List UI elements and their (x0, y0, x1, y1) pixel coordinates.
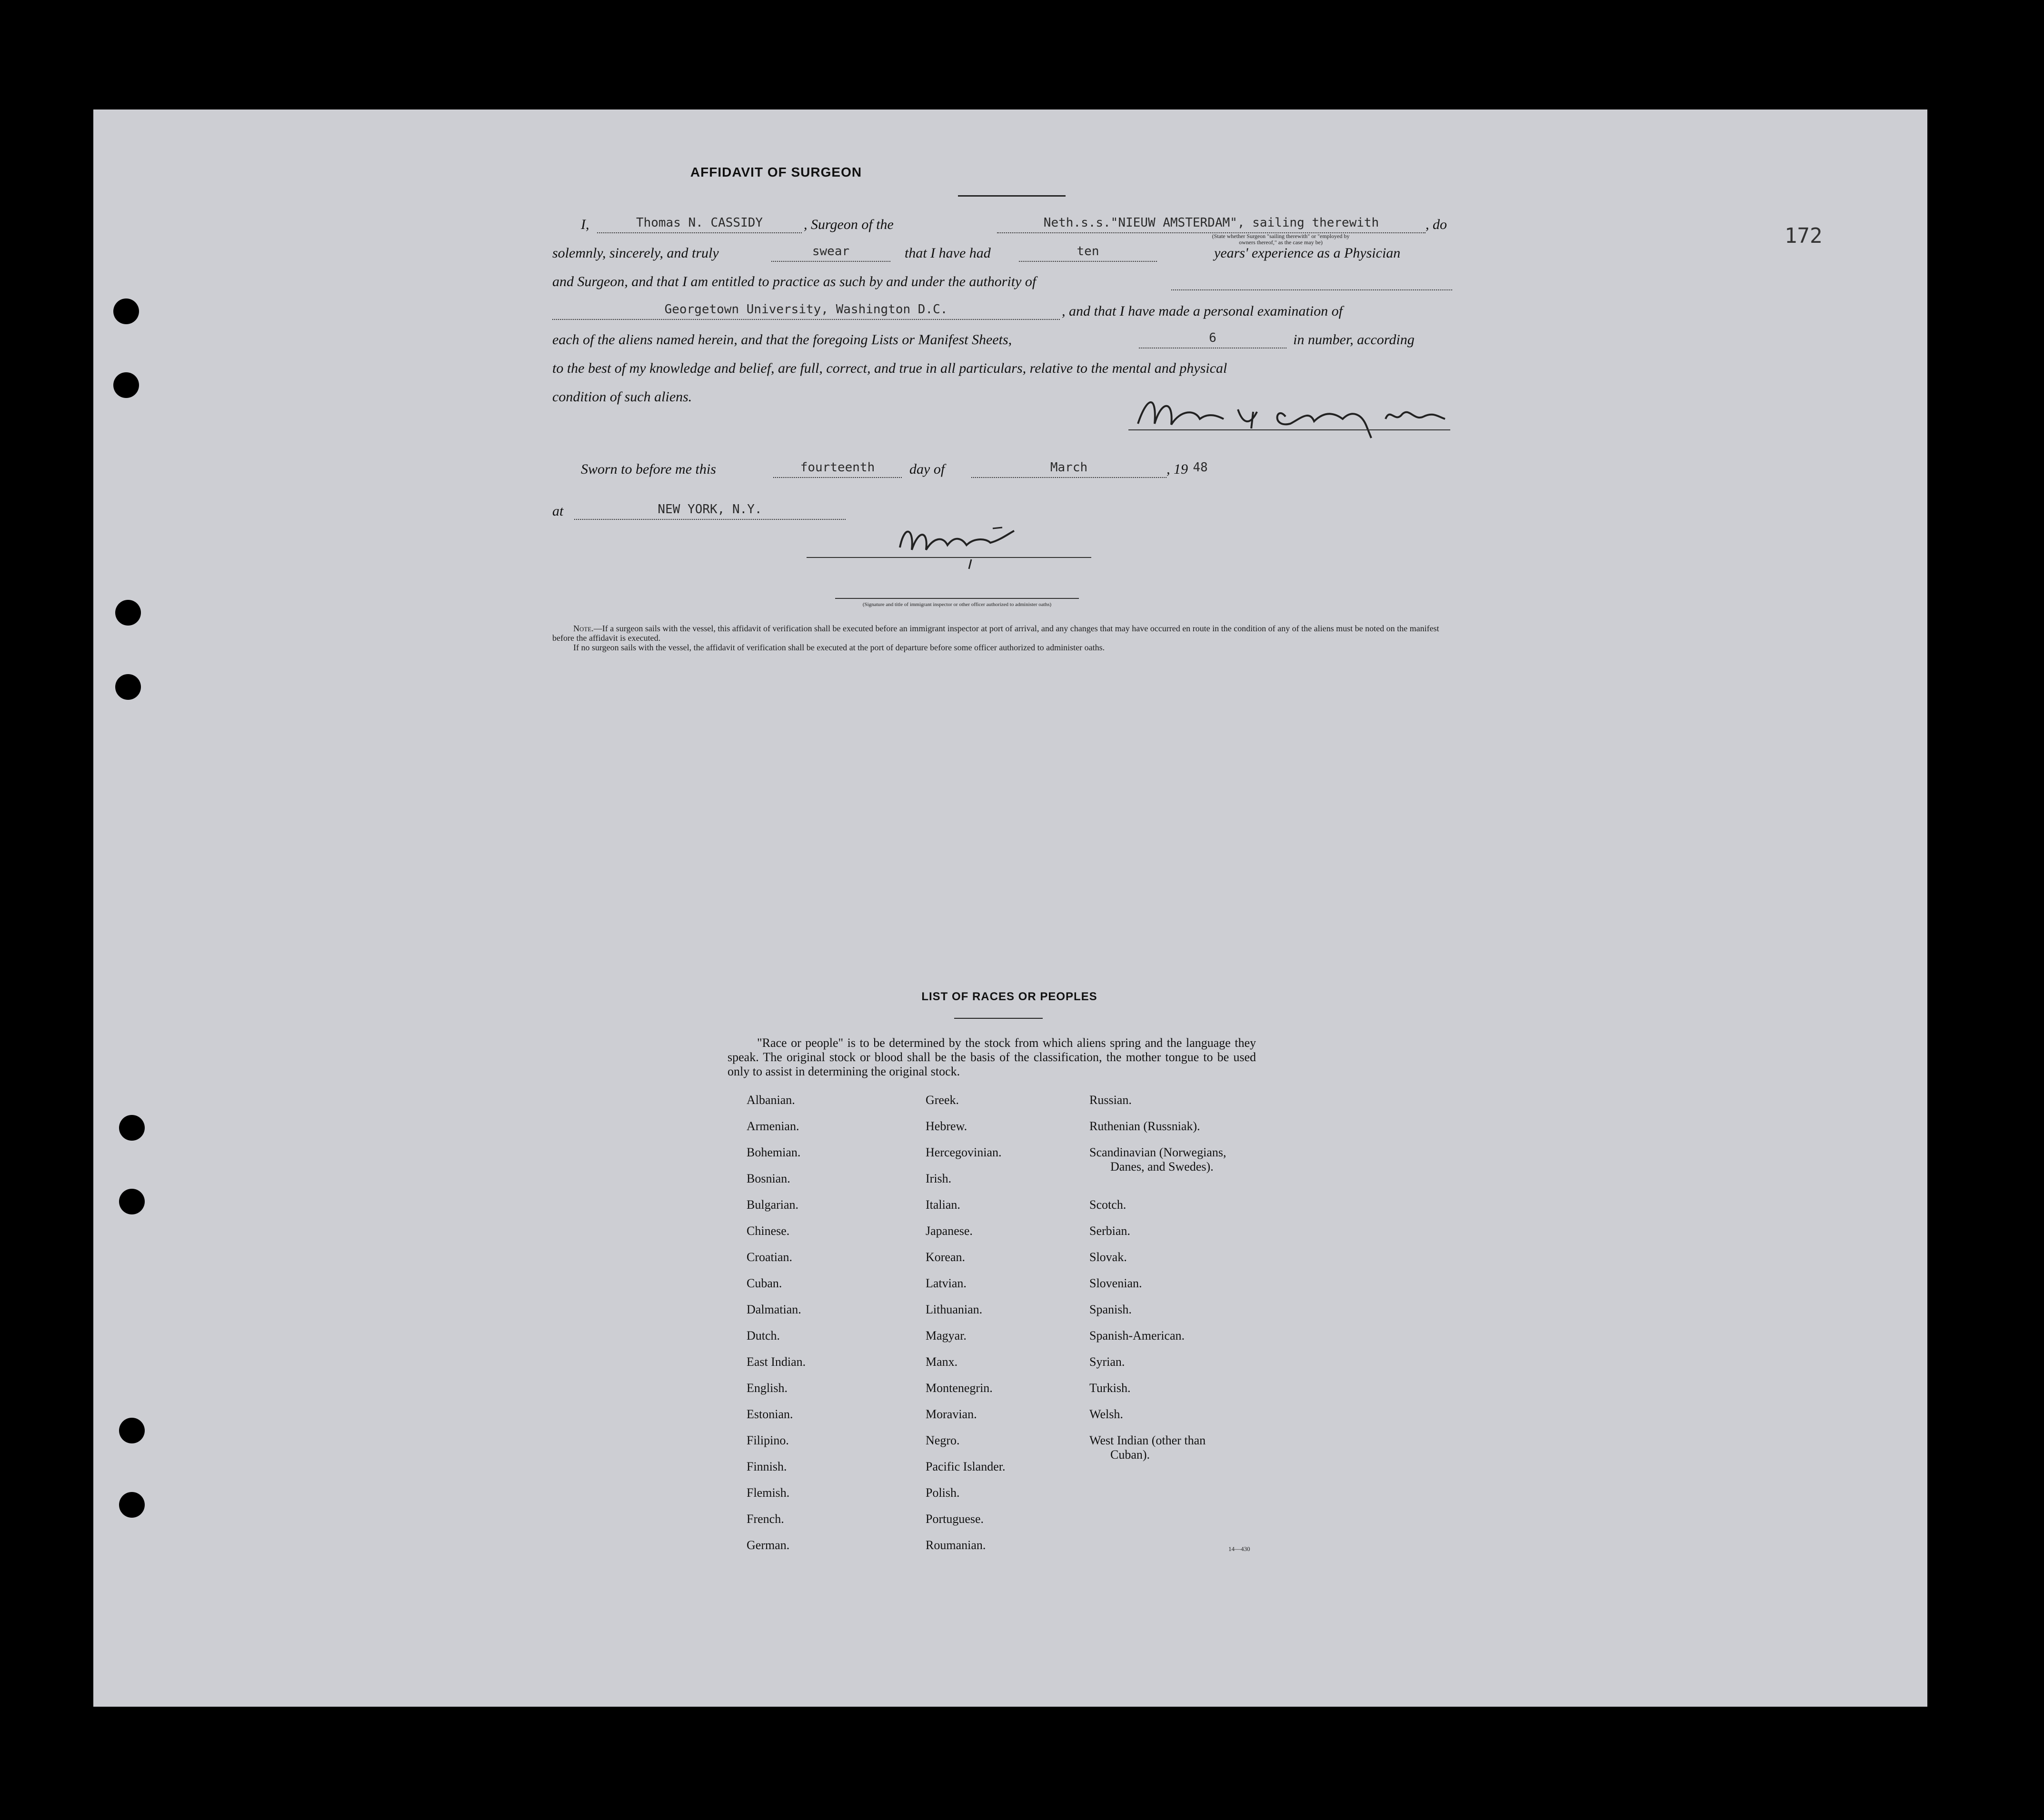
race-item: Roumanian. (926, 1538, 986, 1552)
at-text: at (552, 503, 564, 519)
race-item-continued: Danes, and Swedes). (1110, 1160, 1214, 1174)
affidavit-text: and Surgeon, and that I am entitled to practice as such by and under the authority of (552, 274, 1037, 289)
race-item: Spanish. (1089, 1303, 1132, 1316)
sheets-field: 6 (1139, 329, 1286, 348)
affidavit-line-5 (552, 329, 1452, 350)
race-item: Russian. (1089, 1093, 1132, 1107)
race-item: Moravian. (926, 1407, 977, 1421)
affidavit-text: solemnly, sincerely, and truly (552, 245, 719, 261)
race-item: Croatian. (747, 1250, 793, 1264)
race-item: Greek. (926, 1093, 959, 1107)
race-item: Syrian. (1089, 1355, 1125, 1369)
years-field: ten (1019, 243, 1157, 262)
race-item: Spanish-American. (1089, 1329, 1185, 1343)
race-item: Hebrew. (926, 1119, 967, 1133)
race-item: Hercegovinian. (926, 1145, 1002, 1159)
affidavit-text: that I have had (905, 245, 991, 261)
races-title-rule (954, 1018, 1043, 1019)
race-item: Portuguese. (926, 1512, 984, 1526)
race-item: Lithuanian. (926, 1303, 983, 1316)
races-intro: "Race or people" is to be determined by the stock from which aliens spring and the language they speak. The original stock or blood shall be the basis of the classification, the mother tongue to be used only to assist in determining the original stock. (728, 1036, 1256, 1078)
race-item: Manx. (926, 1355, 958, 1369)
title-rule (958, 195, 1066, 197)
race-item: East Indian. (747, 1355, 806, 1369)
affidavit-line-6 (552, 358, 1452, 379)
affidavit-text: condition of such aliens. (552, 389, 692, 405)
race-item-continued: Cuban). (1110, 1448, 1150, 1462)
affidavit-text: to the best of my knowledge and belief, are full, correct, and true in all particulars, relative to the mental and physical (552, 360, 1227, 376)
vessel-field: Neth.s.s."NIEUW AMSTERDAM", sailing therewith (997, 214, 1426, 233)
race-item: Scandinavian (Norwegians, (1089, 1145, 1226, 1159)
oath-field: swear (771, 243, 890, 262)
race-item: Negro. (926, 1433, 960, 1447)
race-item: English. (747, 1381, 788, 1395)
race-item: Welsh. (1089, 1407, 1123, 1421)
race-item: Montenegrin. (926, 1381, 993, 1395)
race-item: Ruthenian (Russniak). (1089, 1119, 1200, 1133)
race-item: Armenian. (747, 1119, 799, 1133)
surgeon-signature-line (1128, 429, 1450, 430)
surgeon-name-field: Thomas N. CASSIDY (597, 214, 802, 233)
authority-field: Georgetown University, Washington D.C. (552, 301, 1060, 320)
sworn-line (552, 459, 1452, 480)
surgeon-signature (1128, 390, 1452, 443)
affidavit-title: AFFIDAVIT OF SURGEON (690, 165, 862, 179)
races-title: LIST OF RACES OR PEOPLES (921, 990, 1097, 1003)
race-item: French. (747, 1512, 784, 1526)
race-item: Japanese. (926, 1224, 973, 1238)
sworn-text: day of (909, 461, 945, 477)
note-label: Note. (573, 624, 594, 633)
affidavit-text: , Surgeon of the (804, 217, 894, 232)
race-item: Latvian. (926, 1276, 967, 1290)
race-item: Bohemian. (747, 1145, 801, 1159)
race-item: Estonian. (747, 1407, 793, 1421)
binder-hole (115, 674, 141, 700)
place-field: NEW YORK, N.Y. (574, 501, 846, 520)
binder-hole (113, 298, 139, 324)
race-item: Korean. (926, 1250, 966, 1264)
race-item: Scotch. (1089, 1198, 1127, 1212)
races-column-2 (926, 1093, 1006, 1564)
binder-hole (115, 600, 141, 626)
sworn-text: Sworn to before me this (581, 461, 716, 477)
race-item: Dalmatian. (747, 1303, 801, 1316)
sworn-text: , 19 (1167, 461, 1188, 477)
race-item: Cuban. (747, 1276, 782, 1290)
race-item: Dutch. (747, 1329, 780, 1343)
day-field: fourteenth (773, 459, 902, 478)
binder-hole (119, 1418, 145, 1443)
binder-hole (119, 1492, 145, 1518)
affidavit-text: in number, according (1293, 332, 1415, 348)
race-item: Irish. (926, 1172, 952, 1185)
officer-signature-line (807, 557, 1091, 558)
month-field: March (971, 459, 1167, 478)
blank-field (1171, 271, 1452, 290)
page-number: 172 (1785, 224, 1823, 248)
officer-signature (895, 514, 1067, 571)
race-item: Finnish. (747, 1460, 787, 1473)
race-item: West Indian (other than (1089, 1433, 1206, 1447)
race-item: Magyar. (926, 1329, 967, 1343)
race-item: Polish. (926, 1486, 960, 1500)
note-paragraph-2: If no surgeon sails with the vessel, the affidavit of verification shall be executed at the port of departure before some officer authorized to administer oaths. (573, 643, 1105, 652)
affidavit-line-4 (552, 301, 1452, 322)
race-item: Filipino. (747, 1433, 789, 1447)
binder-hole (113, 372, 139, 398)
vessel-note: (State whether Surgeon "sailing therewith" or "employed by owners thereof," as the case may be) (1212, 233, 1350, 246)
officer-caption-line (835, 598, 1079, 599)
affidavit-text: I, (581, 217, 589, 232)
race-item: Slovenian. (1089, 1276, 1142, 1290)
form-number: 14—430 (1228, 1545, 1250, 1552)
race-item: Flemish. (747, 1486, 790, 1500)
binder-hole (119, 1189, 145, 1214)
races-column-1 (747, 1093, 806, 1564)
race-item: Serbian. (1089, 1224, 1130, 1238)
race-item: Pacific Islander. (926, 1460, 1006, 1473)
race-item: Bulgarian. (747, 1198, 799, 1212)
note-paragraph-1 (552, 624, 1452, 643)
race-item: German. (747, 1538, 790, 1552)
race-item: Turkish. (1089, 1381, 1131, 1395)
race-item: Italian. (926, 1198, 960, 1212)
note-text-1: —If a surgeon sails with the vessel, this affidavit of verification shall be executed before an immigrant inspector at port of arrival, and any changes that may have occurred en route in the condition of any of the aliens must be noted on the manifest before the affidavit is executed. (552, 624, 1439, 643)
binder-hole (119, 1115, 145, 1141)
race-item: Chinese. (747, 1224, 790, 1238)
officer-caption: (Signature and title of immigrant inspector or other officer authorized to administer oaths) (862, 602, 1052, 607)
races-column-3 (1089, 1093, 1226, 1474)
race-item: Albanian. (747, 1093, 795, 1107)
race-item: Bosnian. (747, 1172, 790, 1185)
race-item: Slovak. (1089, 1250, 1127, 1264)
affidavit-text: years' experience as a Physician (1214, 245, 1401, 261)
affidavit-text: , do (1426, 217, 1447, 232)
affidavit-text: , and that I have made a personal examination of (1062, 303, 1343, 319)
year-field: 48 (1193, 460, 1208, 475)
affidavit-line-1 (552, 214, 1452, 235)
affidavit-text: each of the aliens named herein, and that the foregoing Lists or Manifest Sheets, (552, 332, 1012, 348)
note (552, 624, 1452, 652)
